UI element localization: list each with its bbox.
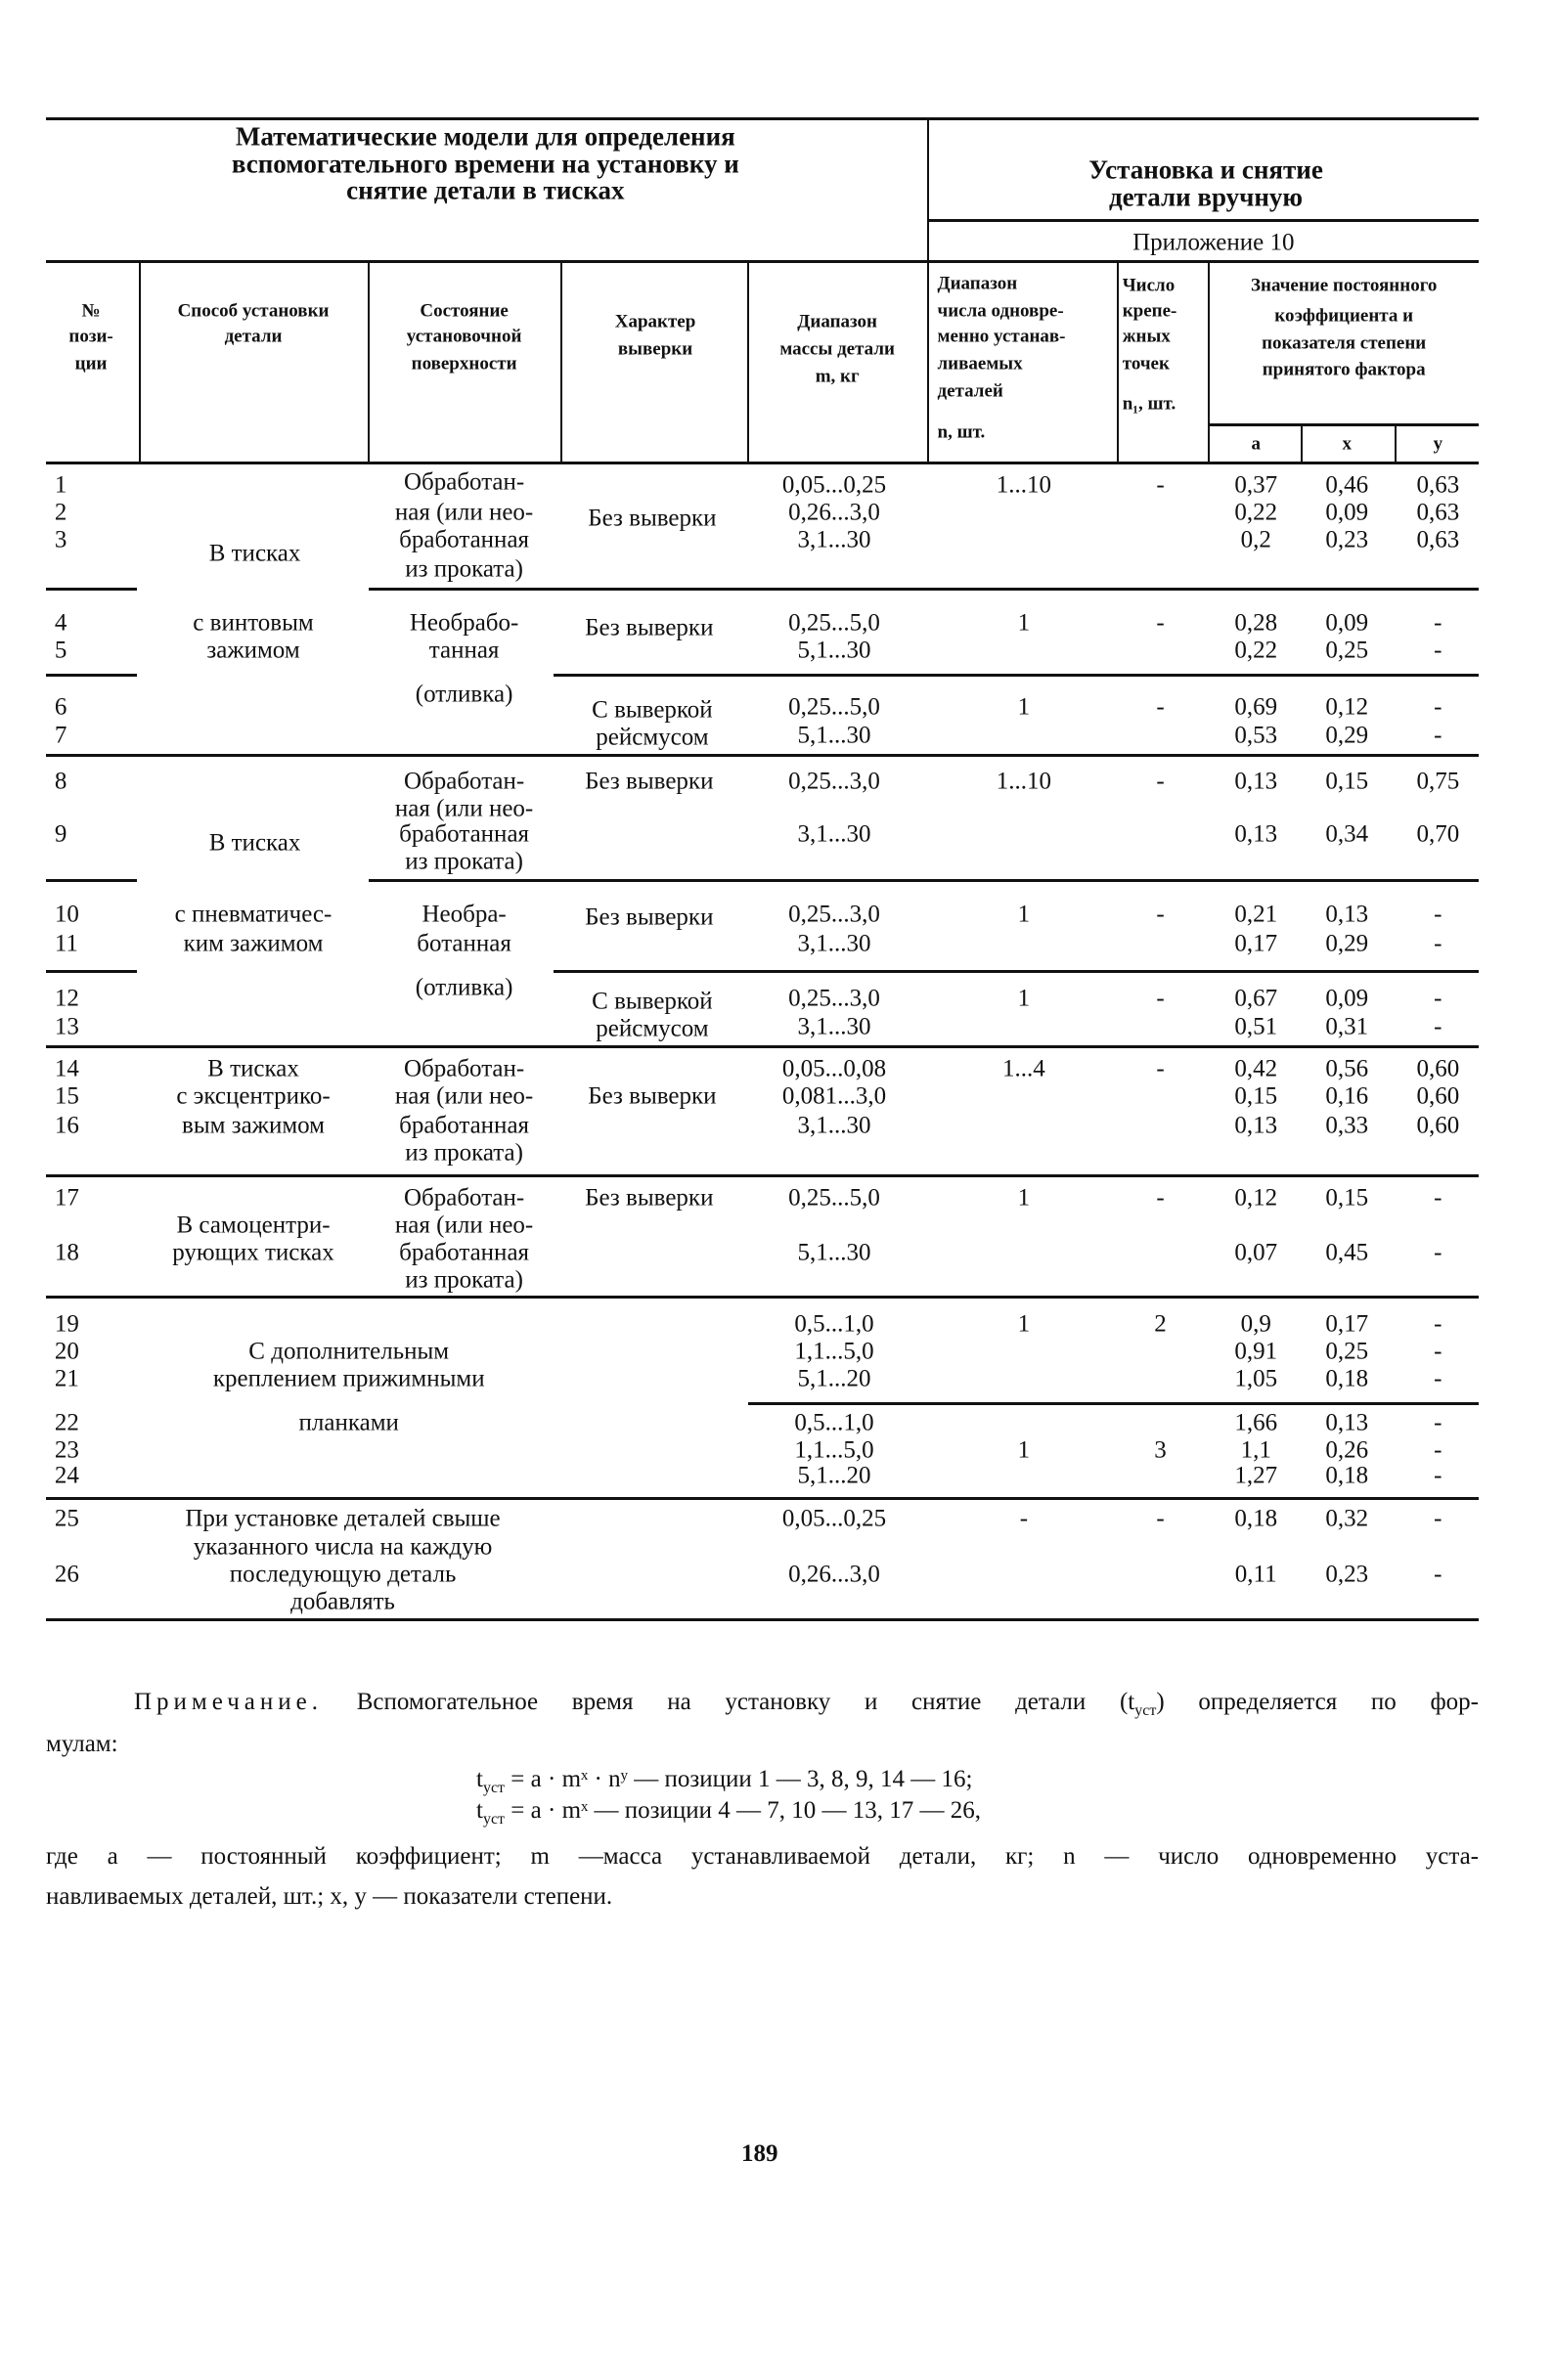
cell-y: - [1434,985,1442,1012]
formula-symbol: t [476,1766,483,1792]
cell-x: 0,25 [1325,637,1369,664]
cell-n: 1 [1017,1310,1031,1338]
cell-n1: 2 [1154,1310,1167,1338]
cell-a: 0,53 [1234,722,1278,749]
cell-mass: 0,25...5,0 [788,1184,880,1212]
cell-x: 0,18 [1325,1365,1369,1392]
surface-cell: Необра- [422,901,507,928]
surface-cell: бработанная [399,526,530,553]
appendix-label: Приложение 10 [1132,229,1295,256]
row-number: 19 [54,1310,79,1338]
method-cell: В самоцентри- [176,1212,331,1239]
table-rule [369,879,1479,882]
cell-n1: - [1156,901,1165,928]
cell-x: 0,25 [1325,1338,1369,1365]
formula-1 [476,1767,972,1796]
cell-y: 0,60 [1416,1112,1460,1139]
cell-n: 1 [1017,1184,1031,1212]
cell-a: 0,22 [1234,499,1278,526]
column-header-no: пози- [68,326,113,347]
cell-mass: 0,05...0,08 [781,1055,887,1082]
table-rule [554,674,1479,677]
cell-x: 0,13 [1325,901,1369,928]
formula-expression: = a · mˣ — позиции 4 — 7, 10 — 13, 17 — 26, [505,1797,982,1824]
surface-cell: ная (или нео- [394,1212,534,1239]
table-rule [46,970,137,973]
cell-y: - [1434,1505,1442,1532]
note-text-a: Вспомогательное время на установку и снятие детали (t [356,1689,1135,1715]
cell-mass: 0,5...1,0 [794,1409,874,1436]
cell-x: 0,46 [1325,471,1369,499]
column-header-no: ции [74,353,108,375]
note-subscript: уст [1134,1702,1157,1719]
table-rule [46,879,137,882]
alignment-cell: Без выверки [585,904,714,931]
column-header-count: числа одновре- [937,300,1064,322]
cell-x: 0,16 [1325,1082,1369,1110]
table-rule [46,1618,1480,1621]
cell-x: 0,15 [1325,1184,1369,1212]
alignment-cell: Без выверки [585,614,714,641]
cell-mass: 3,1...30 [797,1112,871,1139]
row-number: 4 [54,609,67,637]
table-column-rule [747,261,749,463]
cell-y: - [1434,637,1442,664]
cell-y: 0,75 [1416,768,1460,795]
row-number: 3 [54,526,67,553]
surface-cell: Необрабо- [409,609,519,637]
row-number: 23 [54,1436,79,1464]
table-rule [46,1174,1480,1177]
formula-expression: = a · mˣ · nʸ — позиции 1 — 3, 8, 9, 14 — 16; [505,1766,973,1792]
row-number: 5 [54,637,67,664]
cell-mass: 5,1...30 [797,637,871,664]
cell-n: 1 [1017,693,1031,721]
cell-x: 0,17 [1325,1310,1369,1338]
surface-cell: Обработан- [403,468,525,496]
cell-n: 1 [1017,1436,1031,1464]
cell-mass: 5,1...20 [797,1462,871,1489]
method-cell: последующую деталь [229,1561,457,1588]
cell-a: 0,69 [1234,693,1278,721]
cell-n1: - [1156,1505,1165,1532]
alignment-cell: С выверкой [592,696,713,724]
table-column-rule [1208,261,1210,463]
cell-n1: - [1156,1184,1165,1212]
table-column-rule [1117,261,1119,463]
cell-y: - [1434,1338,1442,1365]
cell-mass: 0,25...3,0 [788,985,880,1012]
cell-y: - [1434,693,1442,721]
section-title-line: детали вручную [1108,182,1304,212]
page-number: 189 [741,2140,778,2167]
column-header-method: детали [224,326,283,347]
table-rule [554,970,1479,973]
table-column-rule [1395,424,1397,463]
method-cell: креплением прижимными [212,1365,485,1392]
cell-n1: - [1156,609,1165,637]
column-header-coef: a [1251,433,1261,455]
cell-y: - [1434,1365,1442,1392]
table-rule [748,1402,1480,1405]
cell-mass: 0,25...5,0 [788,693,880,721]
row-number: 13 [54,1013,79,1040]
row-number: 1 [54,471,67,499]
column-header-points: жных [1122,326,1171,347]
cell-n: 1 [1017,609,1031,637]
row-number: 26 [54,1561,79,1588]
method-cell: В тисках [208,829,301,857]
cell-a: 0,51 [1234,1013,1278,1040]
surface-cell: ботанная [417,930,511,957]
cell-x: 0,15 [1325,768,1369,795]
cell-mass: 5,1...30 [797,722,871,749]
column-header-surface: Состояние [420,300,509,322]
column-header-coef: y [1433,433,1443,455]
row-number: 11 [54,930,78,957]
row-number: 6 [54,693,67,721]
cell-n: 1...4 [1002,1055,1045,1082]
column-header-mass: массы детали [779,338,895,360]
column-header-points: Число [1122,275,1176,296]
cell-mass: 0,25...3,0 [788,901,880,928]
method-cell: с эксцентрико- [176,1082,331,1110]
alignment-cell: Без выверки [588,1082,717,1110]
column-header-surface: поверхности [411,353,517,375]
formula-subscript: уст [482,1811,506,1828]
surface-cell: бработанная [399,1239,530,1266]
column-header-const: Значение постоянного [1250,275,1438,296]
alignment-cell: рейсмусом [596,724,709,751]
cell-x: 0,09 [1325,985,1369,1012]
cell-a: 0,21 [1234,901,1278,928]
cell-a: 0,13 [1234,820,1278,848]
formula-symbol: t [476,1797,483,1824]
cell-mass: 0,05...0,25 [781,1505,887,1532]
cell-n: 1 [1017,901,1031,928]
cell-a: 1,27 [1234,1462,1278,1489]
cell-x: 0,31 [1325,1013,1369,1040]
table-rule [928,219,1479,222]
method-cell: ким зажимом [183,930,324,957]
row-number: 25 [54,1505,79,1532]
cell-y: - [1434,930,1442,957]
surface-cell: танная [428,637,500,664]
table-rule [46,754,1480,757]
cell-mass: 0,5...1,0 [794,1310,874,1338]
cell-y: - [1434,1013,1442,1040]
table-title-line: вспомогательного времени на установку и [231,149,739,178]
cell-a: 0,13 [1234,1112,1278,1139]
method-cell: С дополнительным [248,1338,450,1365]
surface-cell: ная (или нео- [394,1082,534,1110]
cell-x: 0,45 [1325,1239,1369,1266]
cell-a: 0,91 [1234,1338,1278,1365]
note-text [356,1689,1480,1719]
table-rule [46,462,1480,464]
cell-a: 0,37 [1234,471,1278,499]
cell-a: 0,11 [1234,1561,1277,1588]
cell-y: - [1434,1561,1442,1588]
cell-y: 0,60 [1416,1055,1460,1082]
column-header-points: n₁, шт. [1122,393,1176,415]
cell-x: 0,29 [1325,930,1369,957]
row-number: 24 [54,1462,79,1489]
table-rule [1209,423,1479,426]
cell-y: - [1434,1239,1442,1266]
cell-n1: - [1156,1055,1165,1082]
cell-mass: 5,1...30 [797,1239,871,1266]
column-header-alignment: выверки [617,338,693,360]
cell-mass: 0,26...3,0 [788,499,880,526]
table-title-line: Математические модели для определения [235,121,735,152]
table-rule [46,117,1480,120]
method-cell: В тисках [208,540,301,567]
method-cell: В тисках [207,1055,299,1082]
column-header-points: крепе- [1122,300,1177,322]
surface-cell: Обработан- [403,1184,525,1212]
column-header-coef: x [1342,433,1353,455]
cell-n1: - [1156,985,1165,1012]
column-header-count: Диапазон [937,273,1018,294]
cell-mass: 0,081...3,0 [781,1082,887,1110]
cell-mass: 3,1...30 [797,526,871,553]
cell-mass: 3,1...30 [797,930,871,957]
row-number: 14 [54,1055,79,1082]
method-cell: зажимом [206,637,300,664]
column-header-const: принятого фактора [1262,359,1426,380]
cell-x: 0,09 [1325,609,1369,637]
column-header-const: коэффициента и [1274,305,1414,327]
cell-y: 0,63 [1416,471,1460,499]
column-header-count: n, шт. [937,421,986,443]
note-line-2: мулам: [46,1731,118,1757]
cell-n1: - [1156,768,1165,795]
cell-mass: 0,25...5,0 [788,609,880,637]
row-number: 22 [54,1409,79,1436]
method-cell: планками [298,1409,399,1436]
note-label: Примечание. [134,1689,324,1715]
cell-a: 0,12 [1234,1184,1278,1212]
table-column-rule [927,118,929,463]
cell-x: 0,56 [1325,1055,1369,1082]
cell-y: 0,63 [1416,499,1460,526]
surface-cell: из проката) [405,1139,523,1167]
table-rule [46,674,137,677]
cell-mass: 1,1...5,0 [794,1338,874,1365]
cell-a: 0,15 [1234,1082,1278,1110]
surface-cell: ная (или нео- [394,795,534,822]
cell-mass: 0,05...0,25 [781,471,887,499]
cell-n: 1...10 [996,768,1052,795]
table-rule [46,1497,1480,1500]
cell-a: 0,18 [1234,1505,1278,1532]
surface-cell: (отливка) [415,681,513,708]
row-number: 18 [54,1239,79,1266]
row-number: 10 [54,901,79,928]
surface-cell: Обработан- [403,1055,525,1082]
surface-cell: из проката) [405,1266,523,1294]
alignment-cell: Без выверки [585,1184,714,1212]
table-rule [46,1045,1480,1048]
cell-a: 0,17 [1234,930,1278,957]
cell-a: 0,13 [1234,768,1278,795]
method-cell: указанного числа на каждую [193,1533,493,1561]
cell-mass: 1,1...5,0 [794,1436,874,1464]
table-rule [369,588,1479,591]
note-line-3: где a — постоянный коэффициент; m —масса устанавливаемой детали, кг; n — число одновременно уста- [46,1843,1479,1870]
method-cell: рующих тисках [172,1239,334,1266]
alignment-cell: Без выверки [588,505,717,532]
cell-y: - [1434,901,1442,928]
cell-a: 1,05 [1234,1365,1278,1392]
cell-x: 0,12 [1325,693,1369,721]
column-header-alignment: Характер [614,311,696,332]
method-cell: с пневматичес- [174,901,333,928]
row-number: 7 [54,722,67,749]
cell-a: 1,1 [1240,1436,1271,1464]
cell-x: 0,18 [1325,1462,1369,1489]
row-number: 21 [54,1365,79,1392]
table-rule [46,588,137,591]
cell-x: 0,13 [1325,1409,1369,1436]
alignment-cell: рейсмусом [596,1015,709,1042]
cell-y: - [1434,1310,1442,1338]
cell-a: 0,9 [1240,1310,1271,1338]
section-title-line: Установка и снятие [1088,154,1323,185]
surface-cell: бработанная [399,820,530,848]
note-line-4: навливаемых деталей, шт.; x, y — показатели степени. [46,1883,613,1910]
table-column-rule [1301,424,1303,463]
cell-x: 0,34 [1325,820,1369,848]
cell-a: 0,2 [1240,526,1271,553]
row-number: 9 [54,820,67,848]
row-number: 2 [54,499,67,526]
cell-x: 0,29 [1325,722,1369,749]
cell-n1: - [1156,693,1165,721]
note-line-1 [134,1690,1479,1719]
row-number: 20 [54,1338,79,1365]
cell-y: - [1434,722,1442,749]
cell-n: 1 [1017,985,1031,1012]
cell-a: 1,66 [1234,1409,1278,1436]
column-header-mass: Диапазон [797,311,877,332]
cell-y: - [1434,1436,1442,1464]
table-title-line: снятие детали в тисках [346,175,625,205]
surface-cell: из проката) [405,555,523,583]
method-cell: с винтовым [193,609,314,637]
cell-n1: 3 [1154,1436,1167,1464]
column-header-count: деталей [937,380,1003,402]
cell-a: 0,42 [1234,1055,1278,1082]
cell-x: 0,26 [1325,1436,1369,1464]
table-rule [46,260,1480,263]
table-column-rule [560,261,562,463]
surface-cell: Обработан- [403,768,525,795]
formula-2 [476,1798,981,1828]
cell-mass: 5,1...20 [797,1365,871,1392]
cell-y: - [1434,1184,1442,1212]
column-header-surface: установочной [406,326,522,347]
table-column-rule [368,261,370,463]
cell-y: - [1434,1409,1442,1436]
cell-a: 0,22 [1234,637,1278,664]
cell-mass: 3,1...30 [797,820,871,848]
surface-cell: бработанная [399,1112,530,1139]
column-header-count: менно устанав- [937,326,1066,347]
cell-y: 0,63 [1416,526,1460,553]
surface-cell: из проката) [405,848,523,875]
cell-a: 0,67 [1234,985,1278,1012]
method-cell: вым зажимом [182,1112,325,1139]
column-header-count: ливаемых [937,353,1023,375]
surface-cell: (отливка) [415,974,513,1001]
column-header-points: точек [1122,353,1170,375]
cell-x: 0,09 [1325,499,1369,526]
method-cell: добавлять [290,1588,395,1615]
cell-a: 0,07 [1234,1239,1278,1266]
cell-a: 0,28 [1234,609,1278,637]
alignment-cell: С выверкой [592,988,713,1015]
row-number: 8 [54,768,67,795]
cell-mass: 0,26...3,0 [788,1561,880,1588]
column-header-mass: m, кг [815,366,860,387]
table-column-rule [139,261,141,463]
column-header-const: показателя степени [1262,332,1427,354]
cell-n: - [1019,1505,1029,1532]
cell-y: 0,60 [1416,1082,1460,1110]
column-header-no: № [81,300,101,322]
column-header-method: Способ установки [177,300,330,322]
cell-mass: 0,25...3,0 [788,768,880,795]
formula-subscript: уст [482,1780,506,1796]
alignment-cell: Без выверки [585,768,714,795]
cell-x: 0,23 [1325,526,1369,553]
cell-mass: 3,1...30 [797,1013,871,1040]
cell-n1: - [1156,471,1165,499]
cell-y: 0,70 [1416,820,1460,848]
cell-x: 0,23 [1325,1561,1369,1588]
row-number: 12 [54,985,79,1012]
cell-y: - [1434,1462,1442,1489]
cell-n: 1...10 [996,471,1052,499]
row-number: 17 [54,1184,79,1212]
cell-y: - [1434,609,1442,637]
row-number: 16 [54,1112,79,1139]
table-rule [46,1296,1480,1299]
row-number: 15 [54,1082,79,1110]
cell-x: 0,33 [1325,1112,1369,1139]
method-cell: При установке деталей свыше [185,1505,501,1532]
cell-x: 0,32 [1325,1505,1369,1532]
note-text-b: ) определяется по фор- [1156,1689,1480,1715]
surface-cell: ная (или нео- [394,499,534,526]
